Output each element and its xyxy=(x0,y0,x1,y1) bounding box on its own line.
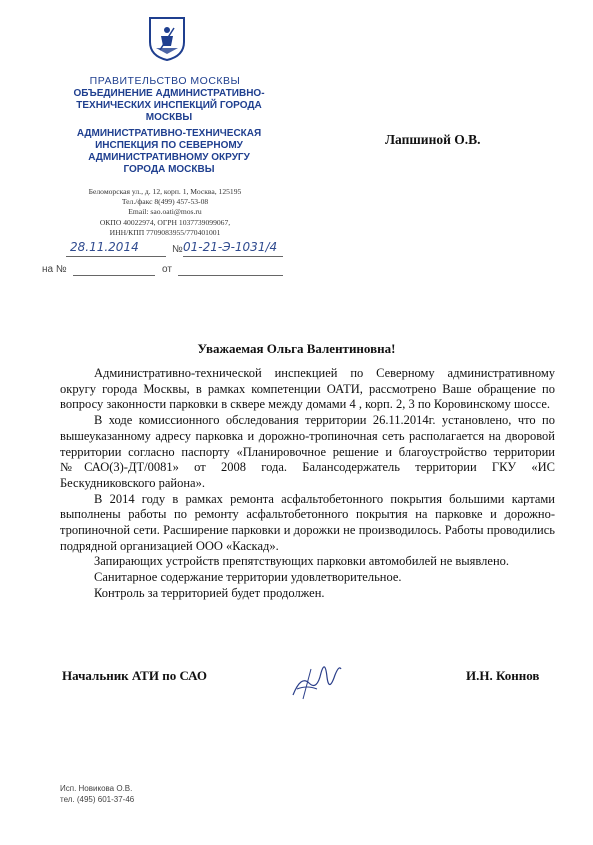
department-name xyxy=(58,128,280,176)
recipient: Лапшиной О.В. xyxy=(385,132,481,147)
date-underline xyxy=(66,256,166,257)
signatory-name: И.Н. Коннов xyxy=(466,668,540,683)
organization-line: МОСКВЫ xyxy=(145,112,193,123)
body-paragraph: В 2014 году в рамках ремонта асфальтобетонного покрытия большими картами выполнены работы по ремонту асфальтобетонного покрытия на парковке и дорожно-тропиночной сети. Расширение парковки и дорожки не производилось. Работы проводились подрядной организацией ООО «Каскад». xyxy=(60,491,555,553)
body-paragraph: Запирающих устройств препятствующих парковки автомобилей не выявлено. xyxy=(94,554,510,569)
body-paragraph: В ходе комиссионного обследования территории 26.11.2014г. установлено, что по вышеуказанному адресу парковка и дорожно-тропиночная сеть располагается на дворовой территории согласно паспорту «Планировочное решение и благоустройство территории №САО(3)-ДТ/0081» от 2008 года. Балансодержатель территории ГКУ «ИС Бескудниковского района». xyxy=(60,413,555,490)
organization-line: ОБЪЕДИНЕНИЕ АДМИНИСТРАТИВНО- xyxy=(73,88,265,99)
body-paragraph: Санитарное содержание территории удовлетворительное. xyxy=(94,570,402,585)
reference-number-line xyxy=(73,275,155,276)
contact-phone: Тел./факс 8(499) 457-53-08 xyxy=(121,197,209,207)
contact-okpo: ОКПО 40022974, ОГРН 1037739099067, xyxy=(99,217,231,227)
registration-number: 01-21-Э-1031/4 xyxy=(183,240,278,254)
reference-prefix: на № xyxy=(42,264,67,275)
signatory-position: Начальник АТИ по САО xyxy=(62,668,208,683)
organization-name xyxy=(58,88,280,124)
number-underline xyxy=(183,256,283,257)
salutation: Уважаемая Ольга Валентиновна! xyxy=(197,341,396,356)
executor-block xyxy=(60,784,134,805)
body-paragraph: Контроль за территорией будет продолжен. xyxy=(94,585,325,600)
contact-email: Email: sao.oati@mos.ru xyxy=(128,207,202,217)
reference-from: от xyxy=(162,264,172,275)
department-line: АДМИНИСТРАТИВНО-ТЕХНИЧЕСКАЯ xyxy=(76,128,262,139)
department-line: ИНСПЕКЦИЯ ПО СЕВЕРНОМУ xyxy=(95,140,243,151)
moscow-coat-of-arms-icon xyxy=(148,16,186,62)
reference-date-line xyxy=(178,275,283,276)
executor-phone: тел. (495) 601-37-46 xyxy=(60,794,135,804)
registration-date: 28.11.2014 xyxy=(70,240,139,254)
government-title: ПРАВИТЕЛЬСТВО МОСКВЫ xyxy=(89,75,241,87)
body-paragraph: Административно-технической инспекцией по Северному административному округу города Москвы, в рамках компетенции ОАТИ, рассмотрено Ваше обращение по вопросу законности парковки в сквере между домами 4 , корп. 2, 3 по Коровинскому шоссе. xyxy=(60,366,555,412)
contact-address: Беломорская ул., д. 12, корп. 1, Москва, 125195 xyxy=(88,187,242,196)
department-line: ГОРОДА МОСКВЫ xyxy=(123,164,215,175)
handwritten-signature xyxy=(287,655,347,705)
letter-body xyxy=(60,366,555,602)
contact-inn: ИНН/КПП 7709083955/770401001 xyxy=(109,227,221,237)
executor-name: Исп. Новикова О.В. xyxy=(60,784,133,793)
number-sign: № xyxy=(172,244,183,255)
contact-block xyxy=(66,187,264,238)
department-line: АДМИНИСТРАТИВНОМУ ОКРУГУ xyxy=(88,152,250,163)
organization-line: ТЕХНИЧЕСКИХ ИНСПЕКЦИЙ ГОРОДА xyxy=(76,100,262,111)
